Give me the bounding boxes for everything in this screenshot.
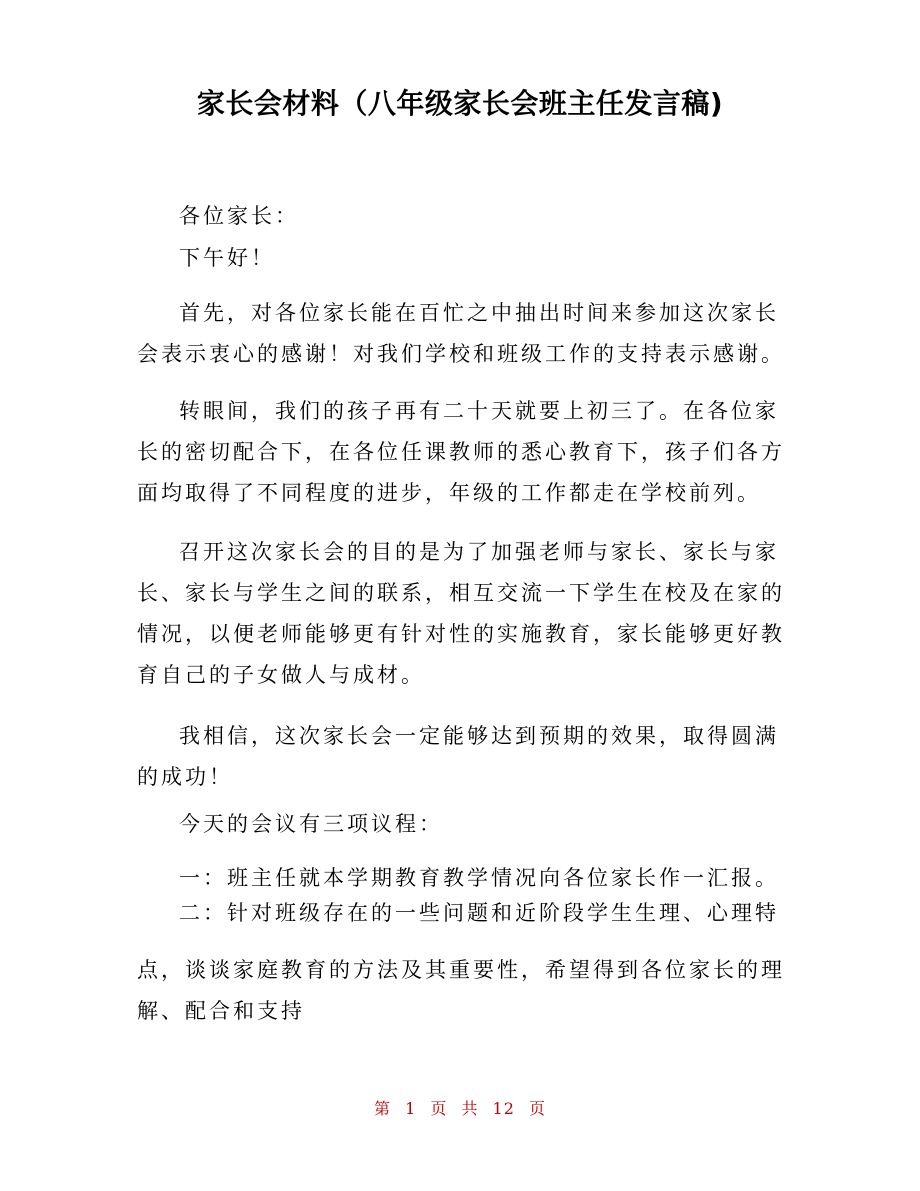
paragraph-thanks: 首先，对各位家长能在百忙之中抽出时间来参加这次家长会表示衷心的感谢！对我们学校和班级工作的支持表示感谢。 xyxy=(137,301,785,366)
page-number-footer: 第 1 页 共 12 页 xyxy=(374,1099,546,1118)
greeting: 各位家长： xyxy=(179,204,299,228)
paragraph-confidence: 我相信，这次家长会一定能够达到预期的效果，取得圆满的成功！ xyxy=(137,724,779,789)
paragraph-progress: 转眼间，我们的孩子再有二十天就要上初三了。在各位家长的密切配合下，在各位任课教师的悉心教育下，孩子们各方面均取得了不同程度的进步，年级的工作都走在学校前列。 xyxy=(137,399,785,505)
document-title: 家长会材料（八年级家长会班主任发言稿) xyxy=(196,87,724,120)
agenda-item-1: 一：班主任就本学期教育教学情况向各位家长作一汇报。 xyxy=(179,866,779,890)
paragraph-purpose: 召开这次家长会的目的是为了加强老师与家长、家长与家长、家长与学生之间的联系，相互交流一下学生在校及在家的情况，以便老师能够更有针对性的实施教育，家长能够更好教育自己的子女做人与成材。 xyxy=(137,540,785,687)
agenda-intro: 今天的会议有三项议程： xyxy=(179,812,443,836)
agenda-item-2-line-1: 二：针对班级存在的一些问题和近阶段学生生理、心理特 xyxy=(179,901,779,925)
agenda-item-2-line-2: 点，谈谈家庭教育的方法及其重要性，希望得到各位家长的理解、配合和支持 xyxy=(137,958,785,1023)
salutation: 下午好！ xyxy=(179,246,275,270)
